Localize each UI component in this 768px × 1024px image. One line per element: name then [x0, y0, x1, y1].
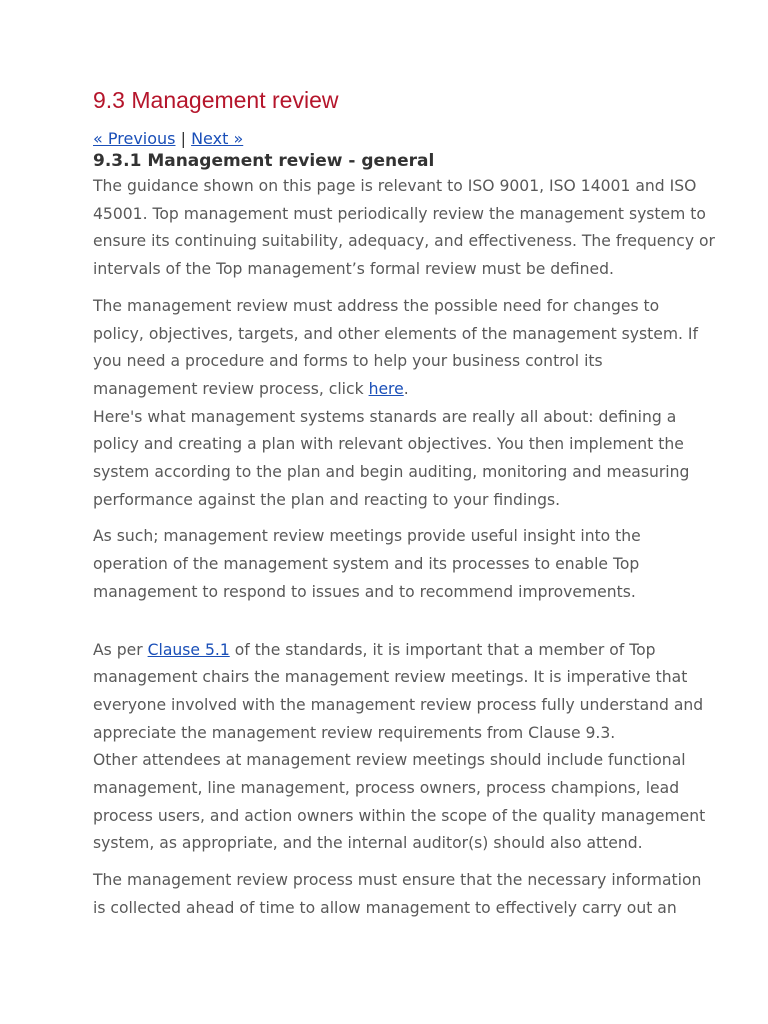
- text-line: Other attendees at management review meetings should include functional: [93, 751, 686, 770]
- text-line: As such; management review meetings provide useful insight into the: [93, 527, 641, 546]
- text-line: you need a procedure and forms to help your business control its: [93, 352, 603, 371]
- paragraph-changes: [93, 293, 699, 404]
- text-line: [93, 637, 683, 665]
- text-line: system, as appropriate, and the internal auditor(s) should also attend.: [93, 834, 643, 853]
- text-line: management, line management, process owners, process champions, lead: [93, 779, 680, 798]
- text-line: The management review must address the possible need for changes to: [93, 296, 660, 315]
- text-line: management chairs the management review meetings. It is imperative that: [93, 668, 688, 687]
- clause-5-1-link[interactable]: Clause 5.1: [147, 640, 230, 659]
- text-line: The guidance shown on this page is relevant to ISO 9001, ISO 14001 and ISO: [93, 177, 697, 195]
- previous-link[interactable]: « Previous: [93, 129, 176, 148]
- text-line: performance against the plan and reacting to your findings.: [93, 490, 561, 509]
- paragraph-clause: [93, 637, 704, 748]
- text-line: [93, 376, 683, 404]
- text-line: policy and creating a plan with relevant objectives. You then implement the: [93, 435, 684, 454]
- text-line: management to respond to issues and to recommend improvements.: [93, 582, 636, 601]
- section-heading: 9.3.1 Management review - general: [93, 151, 435, 171]
- paragraph-guidance: [93, 173, 715, 284]
- text-line: 45001. Top management must periodically review the management system to: [93, 204, 706, 223]
- paragraph-standards-about: [93, 404, 690, 515]
- text-segment: .: [403, 379, 409, 398]
- text-segment: management review process, click: [93, 379, 369, 398]
- document-page: [93, 86, 715, 923]
- text-line: Here's what management systems stanards are really all about: defining a: [93, 407, 677, 426]
- text-line: is collected ahead of time to allow management to effectively carry out an: [93, 898, 677, 917]
- text-line: The management review process must ensure that the necessary information: [93, 871, 702, 890]
- page-title: 9.3 Management review: [93, 87, 339, 113]
- here-link[interactable]: here: [368, 379, 404, 398]
- text-line: policy, objectives, targets, and other elements of the management system. If: [93, 324, 699, 343]
- paragraph-attendees: [93, 747, 706, 858]
- paragraph-information: [93, 867, 702, 922]
- paragraph-insight: [93, 523, 683, 606]
- pager-nav: [93, 129, 683, 149]
- text-line: operation of the management system and its processes to enable Top: [93, 555, 640, 574]
- text-line: system according to the plan and begin auditing, monitoring and measuring: [93, 463, 690, 482]
- text-line: everyone involved with the management review process fully understand and: [93, 695, 704, 714]
- text-line: intervals of the Top management’s formal review must be defined.: [93, 260, 614, 279]
- text-line: appreciate the management review requirements from Clause 9.3.: [93, 723, 616, 742]
- text-segment: of the standards, it is important that a member of Top: [229, 640, 656, 659]
- pager-separator: |: [180, 129, 186, 148]
- text-line: ensure its continuing suitability, adequacy, and effectiveness. The frequency or: [93, 232, 715, 251]
- text-segment: As per: [93, 640, 148, 659]
- next-link[interactable]: Next »: [191, 129, 244, 148]
- text-line: process users, and action owners within the scope of the quality management: [93, 806, 706, 825]
